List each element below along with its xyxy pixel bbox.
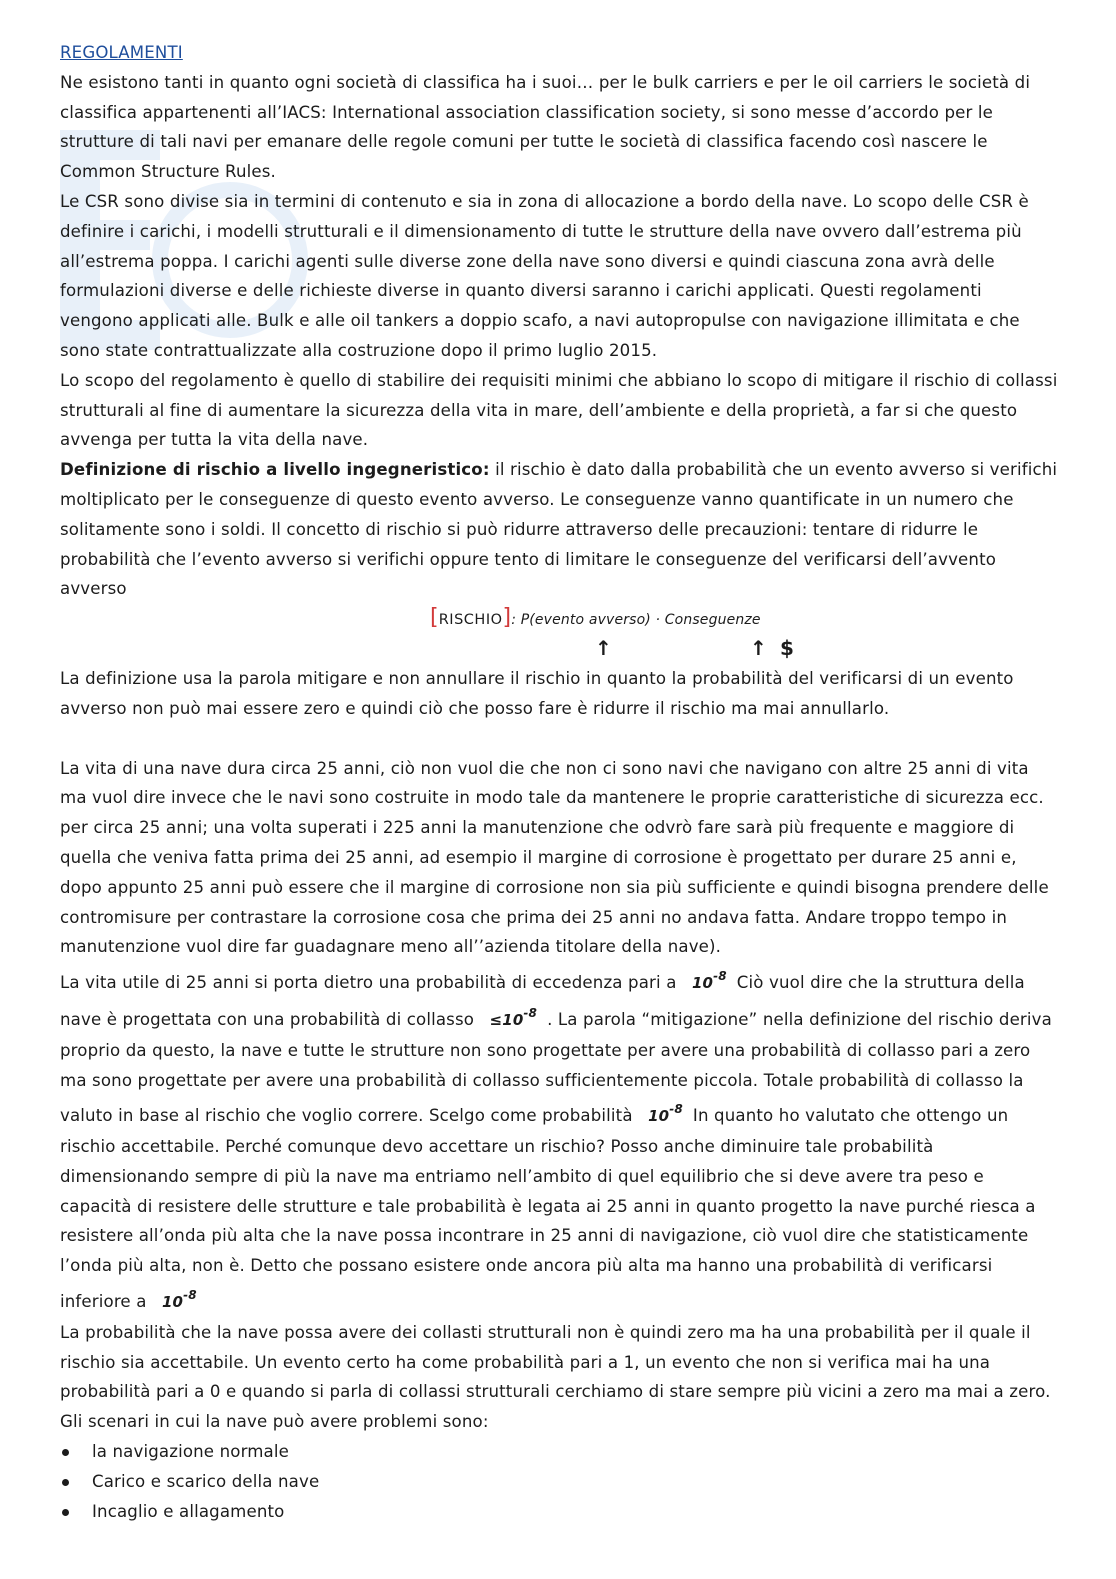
exponent-value: $10^{-8}$ (161, 1288, 197, 1312)
exponent-value: $10^{-8}$ (648, 1102, 683, 1126)
formula-bracket-left: [ (430, 605, 439, 631)
paragraph-ship-life: La vita di una nave dura circa 25 anni, ciò non vuol die che non ci sono navi che navigano con altre 25 anni di vita ma vuol dire invece che le navi sono costruite in modo tale da mantenere le proprie caratteristiche di sicurezza ecc. per circa 25 anni; una volta superati i 225 anni la manutenzione che odvrò fare sarà più frequente e maggiore di quella che veniva fatta prima dei 25 anni, ad esempio il margine di corrosione è progettato per durare 25 anni e, dopo appunto 25 anni può essere che il margine di corrosione non sia più sufficiente e quindi bisogna prendere delle contromisure per contrastare la corrosione cosa che prima dei 25 anni no andava fatta. Andare troppo tempo in manutenzione vuol dire far guadagnare meno all’’azienda titolare della nave). (60, 758, 1049, 957)
formula-label: RISCHIO (438, 612, 503, 629)
page-title: REGOLAMENTI (60, 43, 183, 62)
document-page (60, 38, 1060, 1526)
dollar-icon: $ (780, 636, 795, 661)
paragraph-csr: Le CSR sono divise sia in termini di contenuto e sia in zona di allocazione a bordo della nave. Lo scopo delle CSR è definire i carichi, i modelli strutturali e il dimensionamento di tutte le strutture della nave ovvero dall’estrema più all’estrema poppa. I carichi agenti sulle diverse zone della nave sono diversi e quindi ciascuna zona avrà delle formulazioni diverse e delle richieste diverse in quanto diversi saranno i carichi applicati. Questi regolamenti vengono applicati alle. Bulk e alle oil tankers a doppio scafo, a navi autopropulse con navigazione illimitata e che sono state contrattualizzate alla costruzione dopo il primo luglio 2015. (60, 191, 1029, 360)
list-item: Incaglio e allagamento (92, 1497, 1060, 1527)
list-item: la navigazione normale (92, 1437, 1060, 1467)
paragraph-probability: La vita utile di 25 anni si porta dietro una probabilità di eccedenza pari a $10^{-8}$ Ciò vuol dire che la struttura della nave è progettata con una probabilità di collasso $\le 10^{-8}$ . La parola “mitigazione” nella definizione del rischio deriva proprio da questo, la nave e tutte le strutture non sono progettate per avere una probabilità di collasso pari a zero ma sono progettate per avere una probabilità di collasso sufficientemente piccola. Totale probabilità di collasso la valuto in base al rischio che voglio correre. Scelgo come probabilità $10^{-8}$ In quanto ho valutato che ottengo un rischio accettabile. Perché comunque devo accettare un rischio? Posso anche diminuire tale probabilità dimensionando sempre di più la nave ma entriamo nell’ambito di quel equilibrio che si deve avere tra peso e capacità di resistere delle strutture e tale probabilità è legata ai 25 anni in quanto progetto la nave purché riesca a resistere all’onda più alta che la nave possa incontrare in 25 anni di navigazione, ciò vuol dire che statisticamente l’onda più alta, non è. Detto che possano esistere onde ancora più alta ma hanno una probabilità di verificarsi inferiore a $10^{-8}$ (60, 962, 1060, 1318)
scenario-list (60, 1437, 1060, 1526)
up-arrow-icon: ↑ (750, 636, 767, 661)
list-item: Carico e scarico della nave (92, 1467, 1060, 1497)
exponent-value: $10^{-8}$ (691, 969, 727, 993)
paragraph-mitigate: La definizione usa la parola mitigare e non annullare il rischio in quanto la probabilità del verificarsi di un evento avverso non può mai essere zero e quindi ciò che posso fare è ridurre il rischio ma mai annullarlo. (60, 669, 1014, 718)
risk-definition-text: il rischio è dato dalla probabilità che un evento avverso si verifichi moltiplicato per le conseguenze di questo evento avverso. Le conseguenze vanno quantificate in un numero che solitamente sono i soldi. Il concetto di rischio si può ridurre attraverso delle precauzioni: tentare di ridurre le probabilità che l’evento avverso si verifichi oppure tento di limitare le conseguenze del verificarsi dell’avvento avverso (60, 460, 1058, 599)
paragraph-risk-definition (60, 455, 1060, 604)
formula-bracket-right: ] (502, 605, 512, 631)
paragraph-scope: Lo scopo del regolamento è quello di stabilire dei requisiti minimi che abbiano lo scopo di mitigare il rischio di collassi strutturali al fine di aumentare la sicurezza della vita in mare, dell’ambiente e della proprietà, a far si che questo avvenga per tutta la vita della nave. (60, 370, 1058, 450)
formula-expression: : P(evento avverso) · Conseguenze (511, 612, 761, 629)
risk-definition-heading: Definizione di rischio a livello ingegneristico: (60, 460, 490, 480)
risk-formula (60, 604, 1060, 664)
paragraph-collapse: La probabilità che la nave possa avere dei collasti strutturali non è quindi zero ma ha una probabilità per il quale il rischio sia accettabile. Un evento certo ha come probabilità pari a 1, un evento che non si verifica mai ha una probabilità pari a 0 e quando si parla di collassi strutturali cerchiamo di stare sempre più vicini a zero ma mai a zero. Gli scenari in cui la nave può avere problemi sono: (60, 1322, 1051, 1432)
exponent-value: $\le 10^{-8}$ (489, 1005, 538, 1029)
up-arrow-icon: ↑ (595, 636, 612, 661)
paragraph-iacs: Ne esistono tanti in quanto ogni società di classifica ha i suoi… per le bulk carriers e per le oil carriers le società di classifica appartenenti all’IACS: International association classification society, si sono messe d’accordo per le strutture di tali navi per emanare delle regole comuni per tutte le società di classifica facendo così nascere le Common Structure Rules. (60, 72, 1031, 182)
